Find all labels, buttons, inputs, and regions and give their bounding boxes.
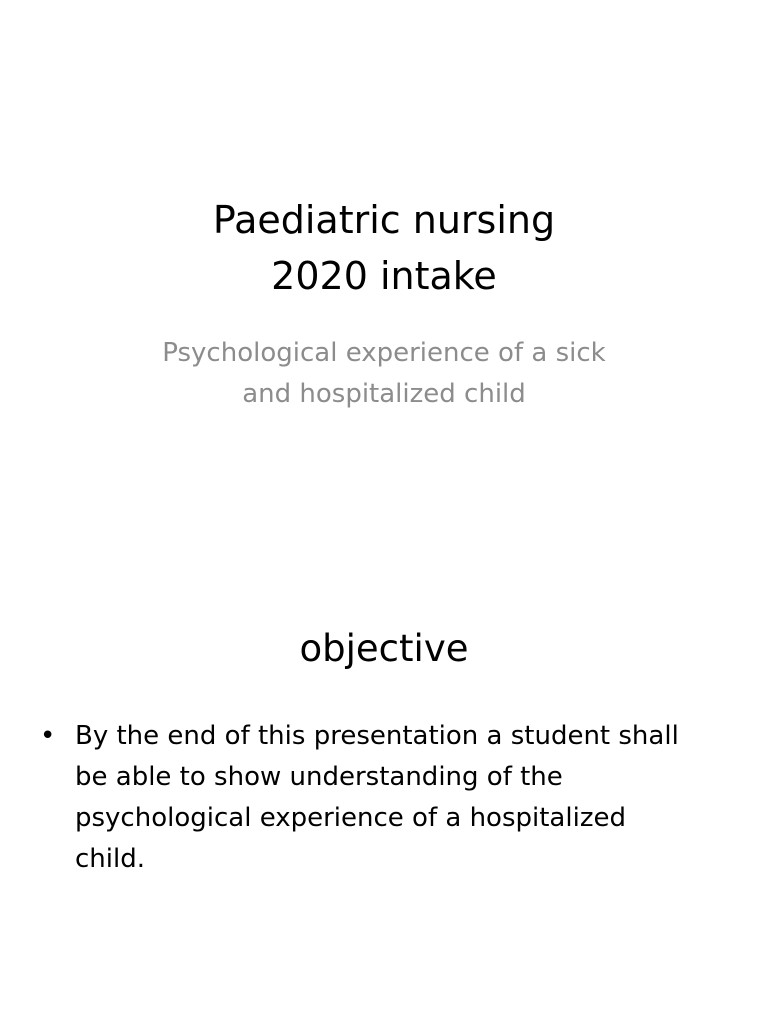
bullet-text-line: psychological experience of a hospitalized — [75, 803, 626, 833]
bullet-text-line: By the end of this presentation a student shall — [75, 721, 679, 751]
slide-title — [0, 192, 768, 304]
bullet-icon: • — [40, 721, 56, 751]
slide-heading: objective — [299, 627, 469, 670]
title-line: Paediatric nursing — [212, 198, 556, 242]
title-line: 2020 intake — [271, 254, 497, 298]
objective-slide — [0, 512, 768, 1024]
bullet-text-line: child. — [75, 844, 145, 874]
bullet-item — [40, 716, 740, 880]
subtitle-line: Psychological experience of a sick — [162, 338, 606, 368]
bullet-text-line: be able to show understanding of the — [75, 762, 563, 792]
slide-subtitle — [0, 333, 768, 415]
subtitle-line: and hospitalized child — [242, 379, 526, 409]
bullet-list — [40, 716, 740, 880]
